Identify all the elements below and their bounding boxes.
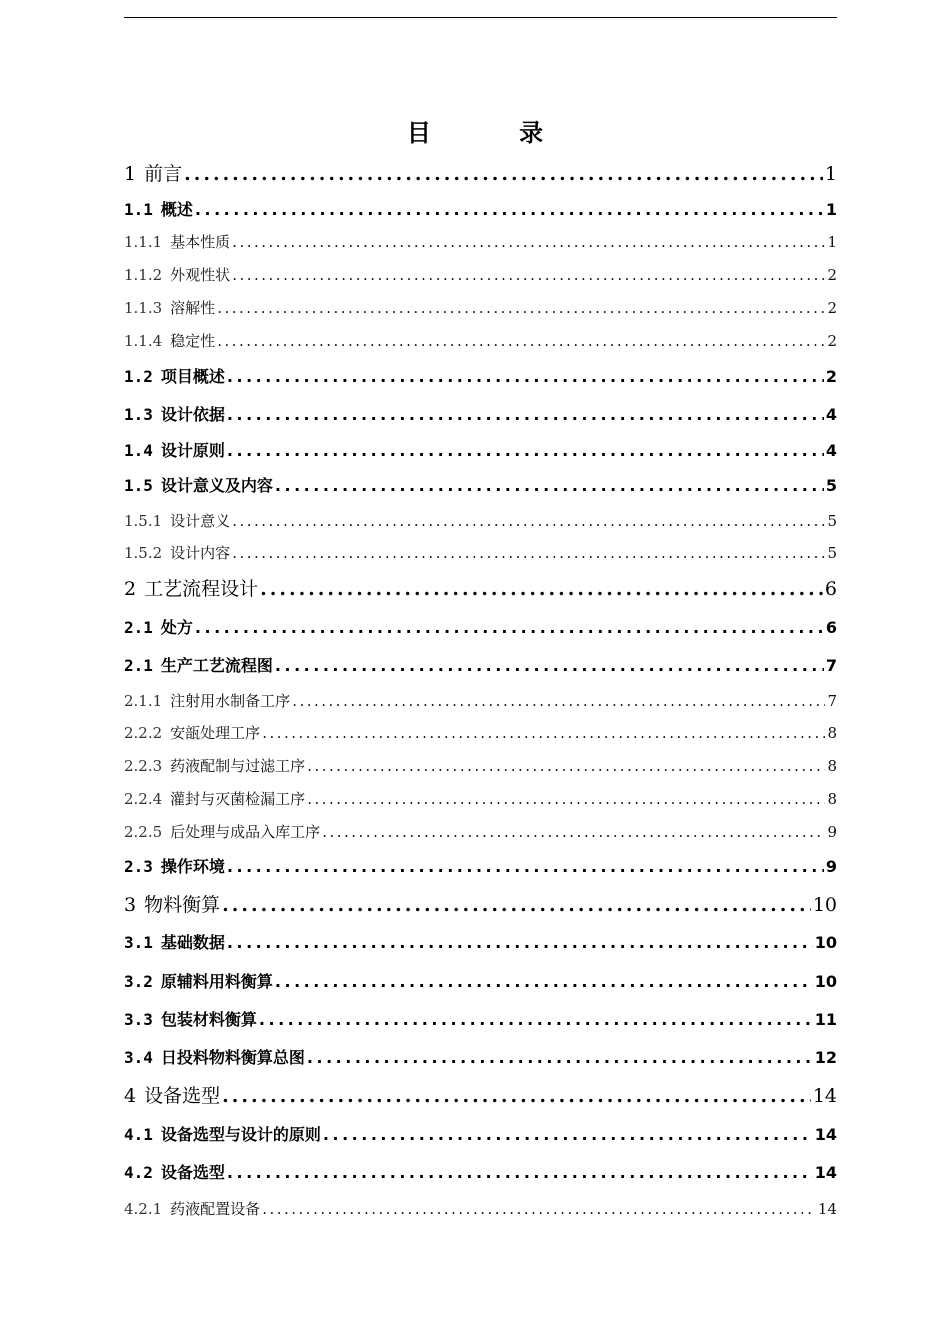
toc-entry[interactable] <box>124 930 837 953</box>
toc-entry-text: 设计依据 <box>160 405 225 424</box>
toc-entry-number: 1.3 <box>124 405 153 424</box>
toc-entry-text: 前言 <box>144 163 183 185</box>
toc-entry[interactable] <box>124 231 837 252</box>
toc-entry-text: 包装材料衡算 <box>160 1010 257 1029</box>
toc-entry-text: 稳定性 <box>170 332 216 350</box>
toc-page-number: 10 <box>814 972 837 991</box>
toc-entry-label <box>124 1160 225 1183</box>
toc-entry-label <box>124 1007 257 1030</box>
toc-entry-text: 灌封与灭菌检漏工序 <box>170 790 306 808</box>
toc-entry-number: 1.2 <box>124 367 153 386</box>
toc-page-number: 7 <box>827 692 837 710</box>
toc-entry-label <box>124 574 258 601</box>
toc-entry-text: 工艺流程设计 <box>144 578 259 600</box>
toc-entry[interactable] <box>124 1198 837 1219</box>
toc-entry[interactable] <box>124 1081 837 1108</box>
toc-entry-number: 2.2.2 <box>124 724 163 742</box>
toc-page-number: 14 <box>817 1200 837 1218</box>
toc-page-number: 10 <box>814 933 837 952</box>
toc-leader-dots <box>307 790 825 808</box>
toc-entry-number: 1.5.1 <box>124 512 163 530</box>
toc-leader-dots <box>217 332 825 350</box>
toc-page-number: 2 <box>827 266 837 284</box>
toc-entry-label <box>124 402 225 425</box>
toc-entry-label <box>124 473 273 496</box>
toc-title: 目 录 <box>406 118 584 147</box>
toc-leader-dots <box>227 367 824 386</box>
toc-entry-text: 溶解性 <box>170 299 216 317</box>
toc-entry-label <box>124 890 220 917</box>
toc-entry-text: 注射用水制备工序 <box>170 692 291 710</box>
toc-entry[interactable] <box>124 969 837 992</box>
toc-leader-dots <box>275 656 824 675</box>
toc-entry-number: 4.2 <box>124 1163 153 1182</box>
toc-leader-dots <box>262 724 825 742</box>
toc-entry[interactable] <box>124 330 837 351</box>
toc-leader-dots <box>222 894 811 916</box>
toc-page-number: 1 <box>827 233 837 251</box>
toc-leader-dots <box>195 618 824 637</box>
toc-leader-dots <box>307 1048 813 1067</box>
toc-entry-text: 设备选型 <box>160 1163 225 1182</box>
toc-leader-dots <box>323 1125 813 1144</box>
toc-entry-label <box>124 438 225 461</box>
toc-entry-text: 设备选型与设计的原则 <box>160 1125 321 1144</box>
toc-entry[interactable] <box>124 1122 837 1145</box>
toc-entry-number: 2.2.4 <box>124 790 163 808</box>
toc-entry-label <box>124 264 230 285</box>
toc-leader-dots <box>195 200 824 219</box>
toc-entry[interactable] <box>124 159 837 186</box>
toc-entry[interactable] <box>124 690 837 711</box>
toc-entry-text: 日投料物料衡算总图 <box>160 1048 305 1067</box>
toc-entry-label <box>124 821 320 842</box>
toc-leader-dots <box>227 857 824 876</box>
toc-entry-number: 2.2.5 <box>124 823 163 841</box>
toc-entry-number: 4.2.1 <box>124 1200 163 1218</box>
toc-leader-dots <box>222 1085 811 1107</box>
toc-entry-number: 2 <box>124 578 137 600</box>
toc-entry[interactable] <box>124 264 837 285</box>
toc-entry-number: 3.3 <box>124 1010 153 1029</box>
toc-leader-dots <box>232 266 825 284</box>
toc-entry-number: 4 <box>124 1085 137 1107</box>
toc-entry[interactable] <box>124 297 837 318</box>
toc-leader-dots <box>275 476 824 495</box>
toc-entry-label <box>124 542 230 563</box>
toc-entry[interactable] <box>124 438 837 461</box>
toc-entry-text: 外观性状 <box>170 266 231 284</box>
toc-leader-dots <box>227 933 813 952</box>
toc-page-number: 2 <box>827 332 837 350</box>
toc-entry-number: 1.5.2 <box>124 544 163 562</box>
toc-entry-number: 2.1 <box>124 618 153 637</box>
toc-entry-number: 1.1.3 <box>124 299 163 317</box>
toc-entry-label <box>124 755 305 776</box>
toc-entry[interactable] <box>124 574 837 601</box>
toc-page-number: 14 <box>814 1125 837 1144</box>
toc-entry[interactable] <box>124 722 837 743</box>
toc-entry[interactable] <box>124 653 837 676</box>
toc-leader-dots <box>232 512 825 530</box>
toc-entry-label <box>124 330 215 351</box>
toc-entry[interactable] <box>124 755 837 776</box>
toc-entry[interactable] <box>124 854 837 877</box>
toc-page-number: 6 <box>824 578 837 600</box>
toc-entry-number: 2.1.1 <box>124 692 163 710</box>
toc-entry[interactable] <box>124 788 837 809</box>
toc-leader-dots <box>307 757 825 775</box>
toc-entry-text: 项目概述 <box>160 367 225 386</box>
toc-entry-label <box>124 297 215 318</box>
toc-entry-label <box>124 1081 220 1108</box>
toc-page-number: 1 <box>825 200 837 219</box>
toc-entry-label <box>124 930 225 953</box>
toc-entry-label <box>124 653 273 676</box>
toc-page-number: 8 <box>827 724 837 742</box>
toc-entry[interactable] <box>124 542 837 563</box>
toc-entry-label <box>124 854 225 877</box>
toc-page-number: 1 <box>824 163 837 185</box>
toc-entry-text: 设计意义及内容 <box>160 476 273 495</box>
toc-entry-label <box>124 615 193 638</box>
toc-entry-text: 药液配制与过滤工序 <box>170 757 306 775</box>
toc-leader-dots <box>227 405 824 424</box>
toc-page-number: 2 <box>825 367 837 386</box>
toc-leader-dots <box>227 1163 813 1182</box>
toc-entry-number: 1 <box>124 163 137 185</box>
toc-entry-label <box>124 1045 305 1068</box>
toc-entry[interactable] <box>124 1160 837 1183</box>
toc-entry-text: 基本性质 <box>170 233 231 251</box>
toc-entry-text: 物料衡算 <box>144 894 221 916</box>
table-of-contents <box>124 0 837 1344</box>
toc-entry-number: 1.1.4 <box>124 332 163 350</box>
toc-leader-dots <box>232 233 825 251</box>
toc-leader-dots <box>184 163 823 185</box>
toc-page-number: 2 <box>827 299 837 317</box>
toc-entry-number: 2.3 <box>124 857 153 876</box>
toc-entry-text: 药液配置设备 <box>170 1200 261 1218</box>
toc-page-number: 4 <box>825 405 837 424</box>
toc-page-number: 8 <box>827 757 837 775</box>
toc-entry-number: 4.1 <box>124 1125 153 1144</box>
toc-entry-number: 1.1.1 <box>124 233 163 251</box>
toc-entry-text: 安瓿处理工序 <box>170 724 261 742</box>
toc-entry[interactable] <box>124 1045 837 1068</box>
toc-entry[interactable] <box>124 1007 837 1030</box>
toc-entry-label <box>124 510 230 531</box>
toc-entry[interactable] <box>124 402 837 425</box>
toc-page-number: 9 <box>827 823 837 841</box>
toc-page-number: 6 <box>825 618 837 637</box>
toc-entry-label <box>124 969 273 992</box>
toc-entry-label <box>124 788 305 809</box>
toc-page-number: 8 <box>827 790 837 808</box>
toc-entry[interactable] <box>124 473 837 496</box>
toc-page-number: 5 <box>827 512 837 530</box>
toc-entry-label <box>124 690 290 711</box>
toc-entry-text: 操作环境 <box>160 857 225 876</box>
toc-leader-dots <box>262 1200 816 1218</box>
toc-entry-text: 原辅料用料衡算 <box>160 972 273 991</box>
toc-leader-dots <box>260 578 823 600</box>
toc-leader-dots <box>275 972 813 991</box>
toc-entry-label <box>124 1122 321 1145</box>
toc-entry[interactable] <box>124 197 837 220</box>
toc-entry-label <box>124 1198 260 1219</box>
toc-page-number: 4 <box>825 441 837 460</box>
toc-entry-number: 3.4 <box>124 1048 153 1067</box>
toc-entry[interactable] <box>124 890 837 917</box>
toc-page-number: 10 <box>812 894 837 916</box>
toc-page-number: 5 <box>825 476 837 495</box>
toc-leader-dots <box>217 299 825 317</box>
toc-entry-text: 设备选型 <box>144 1085 221 1107</box>
toc-entry[interactable] <box>124 510 837 531</box>
toc-entry-label <box>124 197 193 220</box>
toc-page-number: 14 <box>812 1085 837 1107</box>
toc-leader-dots <box>232 544 825 562</box>
toc-entry-text: 基础数据 <box>160 933 225 952</box>
toc-entry-text: 设计内容 <box>170 544 231 562</box>
toc-entry-text: 概述 <box>160 200 193 219</box>
toc-leader-dots <box>227 441 824 460</box>
toc-entry-text: 生产工艺流程图 <box>160 656 273 675</box>
toc-entry-number: 1.1.2 <box>124 266 163 284</box>
toc-page-number: 7 <box>825 656 837 675</box>
toc-entry[interactable] <box>124 364 837 387</box>
toc-page-number: 14 <box>814 1163 837 1182</box>
toc-leader-dots <box>292 692 825 710</box>
toc-page-number: 12 <box>814 1048 837 1067</box>
toc-entry-text: 处方 <box>160 618 193 637</box>
toc-entry-number: 3.2 <box>124 972 153 991</box>
toc-entry-number: 3.1 <box>124 933 153 952</box>
toc-entry-label <box>124 231 230 252</box>
toc-page-number: 9 <box>825 857 837 876</box>
toc-entry-text: 设计原则 <box>160 441 225 460</box>
toc-entry-text: 后处理与成品入库工序 <box>170 823 321 841</box>
toc-leader-dots <box>259 1010 813 1029</box>
toc-entry[interactable] <box>124 615 837 638</box>
toc-entry-number: 2.2.3 <box>124 757 163 775</box>
toc-entry-number: 3 <box>124 894 137 916</box>
toc-entry-label <box>124 159 182 186</box>
toc-entry-number: 1.4 <box>124 441 153 460</box>
toc-entry-text: 设计意义 <box>170 512 231 530</box>
toc-page-number: 11 <box>814 1010 837 1029</box>
toc-leader-dots <box>322 823 825 841</box>
toc-entry-label <box>124 722 260 743</box>
toc-entry-number: 2.1 <box>124 656 153 675</box>
toc-entry[interactable] <box>124 821 837 842</box>
toc-page-number: 5 <box>827 544 837 562</box>
toc-entry-label <box>124 364 225 387</box>
toc-entry-number: 1.1 <box>124 200 153 219</box>
toc-entry-number: 1.5 <box>124 476 153 495</box>
